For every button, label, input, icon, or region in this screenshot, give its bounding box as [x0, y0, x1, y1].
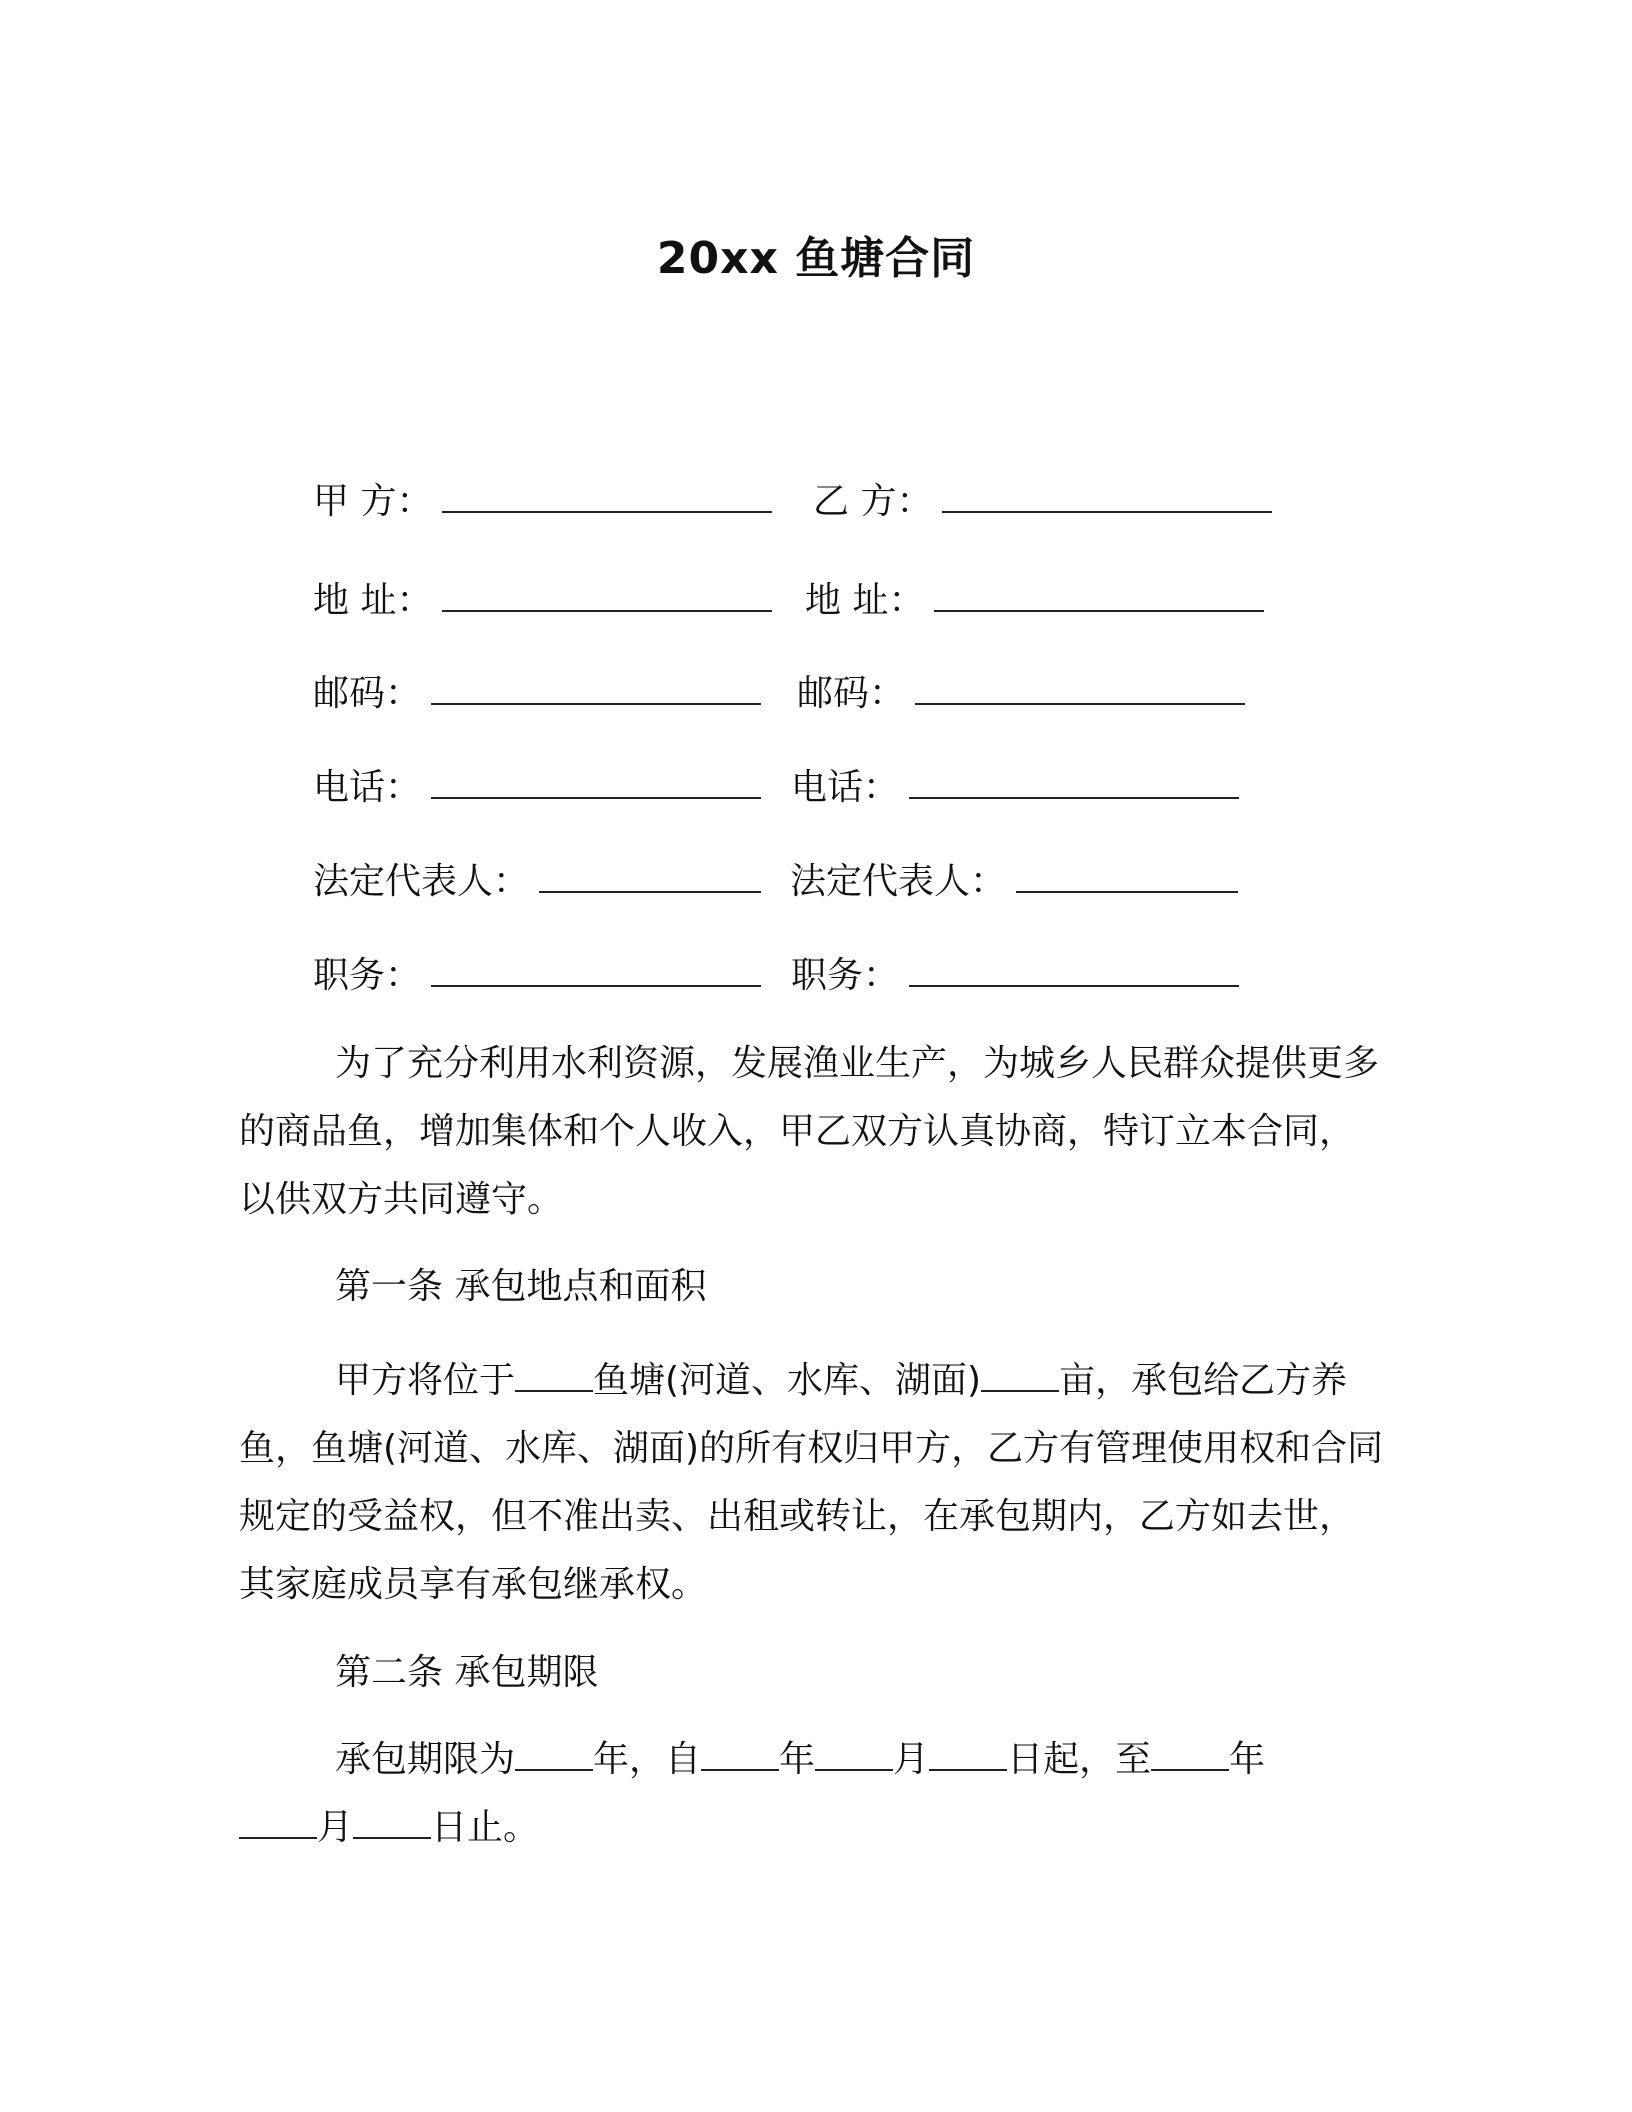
term-text-1: 承包期限为 [335, 1739, 516, 1780]
party-a-label: 甲 方： [313, 481, 433, 522]
start-year-blank [701, 1739, 779, 1771]
term-text-4: 月 [893, 1739, 930, 1780]
document-title: 20xx 鱼塘合同 [656, 233, 976, 284]
party-a-legal-rep-field [313, 857, 761, 907]
start-month-blank [815, 1739, 893, 1771]
party-row-title [313, 951, 1363, 1001]
end-day-blank [353, 1807, 431, 1839]
article-1-paragraph [239, 1347, 1389, 1619]
article-1-text-start: 甲方将位于 [335, 1360, 516, 1401]
term-text-8: 日止。 [431, 1807, 540, 1848]
article-1-text-a: 鱼塘(河道、水库、湖面) [593, 1360, 982, 1401]
article-1-text-b: 亩，承包给乙方养鱼，鱼塘(河道、水库、湖面)的所有权归甲方，乙方有管理使用权和合同规定的受益权，但不准出卖、出租或转让，在承包期内，乙方如去世，其家庭成员享有承包继承权。 [239, 1360, 1384, 1605]
party-a-title-label: 职务： [313, 955, 422, 996]
term-years-blank [515, 1739, 593, 1771]
term-text-6: 年 [1229, 1739, 1266, 1780]
party-a-address-blank [442, 576, 772, 612]
party-b-phone-blank [909, 763, 1239, 799]
party-b-legal-rep-field [790, 857, 1238, 907]
intro-paragraph: 为了充分利用水利资源，发展渔业生产，为城乡人民群众提供更多的商品鱼，增加集体和个人收入，甲乙双方认真协商，特订立本合同，以供双方共同遵守。 [239, 1043, 1380, 1220]
party-b-label: 乙 方： [813, 481, 933, 522]
party-a-phone-blank [431, 763, 761, 799]
party-b-title-blank [909, 951, 1239, 987]
party-a-phone-field [313, 763, 761, 813]
end-month-blank [239, 1807, 317, 1839]
party-row-postcode [313, 669, 1363, 719]
term-text-7: 月 [317, 1807, 354, 1848]
article-1-heading: 第一条 承包地点和面积 [335, 1266, 707, 1307]
party-b-postcode-field [797, 669, 1245, 719]
party-a-postcode-field [313, 669, 761, 719]
end-year-blank [1151, 1739, 1229, 1771]
party-a-field [313, 477, 772, 527]
term-text-3: 年 [779, 1739, 816, 1780]
term-line-1 [335, 1735, 1265, 1785]
pond-area-blank [981, 1360, 1059, 1392]
party-a-phone-label: 电话： [313, 767, 422, 808]
start-day-blank [929, 1739, 1007, 1771]
party-b-legal-rep-label: 法定代表人： [790, 861, 1007, 902]
party-a-title-blank [431, 951, 761, 987]
party-b-address-field [805, 576, 1264, 626]
party-row-name [313, 477, 1363, 527]
term-line-2 [239, 1803, 539, 1853]
party-a-legal-rep-blank [539, 857, 761, 893]
party-a-blank [442, 477, 772, 513]
party-b-postcode-label: 邮码： [797, 673, 906, 714]
party-b-phone-field [791, 763, 1239, 813]
party-b-field [813, 477, 1272, 527]
party-a-postcode-label: 邮码： [313, 673, 422, 714]
party-b-postcode-blank [915, 669, 1245, 705]
party-b-title-field [791, 951, 1239, 1001]
party-row-legal-rep [313, 857, 1363, 907]
party-b-legal-rep-blank [1016, 857, 1238, 893]
party-a-address-label: 地 址： [313, 580, 433, 621]
party-b-title-label: 职务： [791, 955, 900, 996]
party-b-address-label: 地 址： [805, 580, 925, 621]
party-a-title-field [313, 951, 761, 1001]
party-row-phone [313, 763, 1363, 813]
party-b-blank [942, 477, 1272, 513]
party-row-address [313, 576, 1363, 626]
pond-location-blank [515, 1360, 593, 1392]
party-b-phone-label: 电话： [791, 767, 900, 808]
party-b-address-blank [934, 576, 1264, 612]
party-a-legal-rep-label: 法定代表人： [313, 861, 530, 902]
party-a-postcode-blank [431, 669, 761, 705]
term-text-2: 年，自 [593, 1739, 702, 1780]
term-text-5: 日起，至 [1007, 1739, 1152, 1780]
article-2-heading: 第二条 承包期限 [335, 1652, 599, 1693]
party-a-address-field [313, 576, 772, 626]
